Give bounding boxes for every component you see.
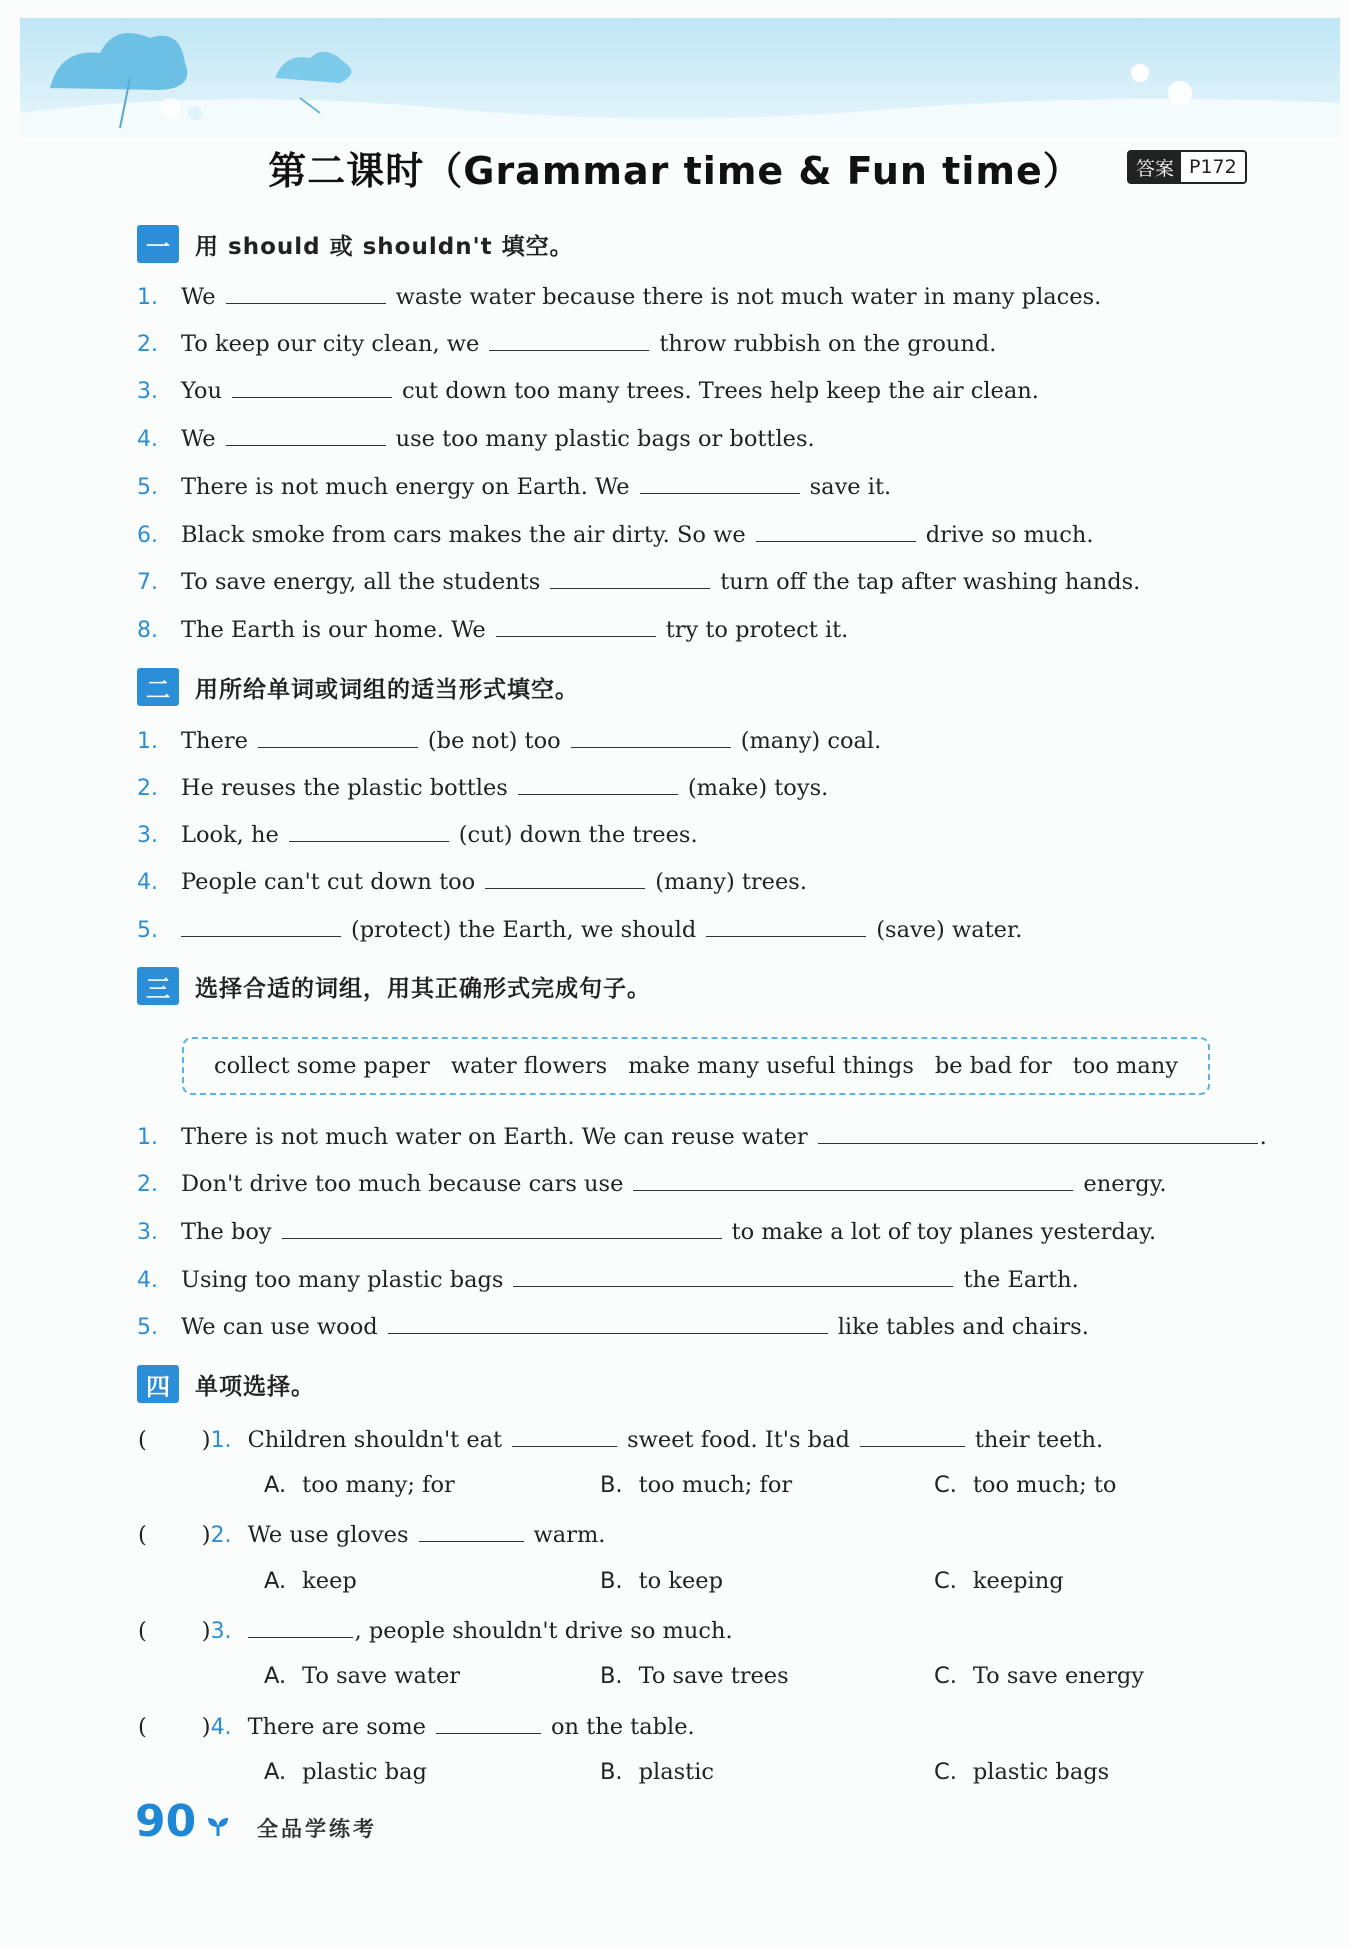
option-text: To save water <box>302 1663 461 1689</box>
item-text: (save) water. <box>876 917 1023 943</box>
item-text: The Earth is our home. We <box>181 617 486 643</box>
s2-item-2 <box>137 772 828 804</box>
option-letter: A. <box>264 1472 287 1498</box>
question-number: 1. <box>210 1428 232 1453</box>
item-text: Using too many plastic bags <box>181 1267 504 1293</box>
option-text: plastic bag <box>302 1759 427 1785</box>
item-number: 1. <box>137 1125 158 1150</box>
item-text: (many) coal. <box>740 728 882 754</box>
item-text: People can't cut down too <box>181 869 476 895</box>
answer-paren-close: ) <box>201 1714 211 1740</box>
page-title: 第二课时（Grammar time & Fun time） <box>268 149 1082 193</box>
phrase-option: too many <box>1072 1053 1178 1079</box>
item-number: 4. <box>137 427 158 452</box>
answer-paren-close: ) <box>201 1427 211 1453</box>
option-letter: C. <box>934 1472 957 1498</box>
item-text: to make a lot of toy planes yesterday. <box>731 1219 1157 1245</box>
answer-page: P172 <box>1181 152 1245 182</box>
option-text: too much; to <box>972 1472 1117 1498</box>
question-text: warm. <box>533 1522 606 1548</box>
item-text: Look, he <box>181 822 279 848</box>
answer-blank[interactable] <box>226 281 386 304</box>
item-number: 7. <box>137 570 158 595</box>
item-text: We <box>181 284 216 310</box>
answer-blank[interactable] <box>388 1311 828 1334</box>
item-text: We <box>181 426 216 452</box>
answer-paren-open[interactable]: ( <box>138 1427 147 1453</box>
page-number: 90 <box>135 1796 197 1847</box>
item-text: . <box>1259 1124 1267 1150</box>
item-text: cut down too many trees. Trees help keep the air clean. <box>401 378 1039 404</box>
s1-item-4 <box>137 423 815 455</box>
section-2-header <box>137 668 579 706</box>
answer-blank[interactable] <box>818 1121 1258 1144</box>
q1-option-c[interactable] <box>934 1472 1116 1498</box>
section-3-header <box>137 967 651 1005</box>
answer-blank[interactable] <box>756 519 916 542</box>
answer-blank <box>436 1711 541 1734</box>
book-name: 全品学练考 <box>257 1817 377 1841</box>
answer-blank[interactable] <box>489 328 649 351</box>
answer-blank[interactable] <box>640 471 800 494</box>
option-text: keeping <box>972 1568 1064 1594</box>
item-number: 3. <box>137 823 158 848</box>
item-text: Black smoke from cars makes the air dirty. So we <box>181 522 746 548</box>
mc-question-2 <box>138 1519 605 1551</box>
item-text: waste water because there is not much water in many places. <box>395 284 1102 310</box>
item-number: 5. <box>137 1315 158 1340</box>
item-text: throw rubbish on the ground. <box>659 331 997 357</box>
item-text: He reuses the plastic bottles <box>181 775 508 801</box>
answer-blank[interactable] <box>181 914 341 937</box>
item-text: To keep our city clean, we <box>181 331 480 357</box>
q2-option-a[interactable] <box>264 1568 357 1594</box>
answer-reference-tag <box>1127 150 1247 184</box>
option-letter: B. <box>600 1663 623 1689</box>
item-text: try to protect it. <box>665 617 849 643</box>
item-number: 8. <box>137 618 158 643</box>
phrase-option: water flowers <box>450 1053 608 1079</box>
item-number: 1. <box>137 285 158 310</box>
answer-blank[interactable] <box>226 423 386 446</box>
item-text: (protect) the Earth, we should <box>351 917 697 943</box>
item-text: (make) toys. <box>687 775 829 801</box>
phrase-option: be bad for <box>934 1053 1052 1079</box>
s1-item-1 <box>137 281 1101 313</box>
question-text: on the table. <box>550 1714 695 1740</box>
option-text: too many; for <box>302 1472 455 1498</box>
q2-option-c[interactable] <box>934 1568 1064 1594</box>
answer-blank <box>512 1424 617 1447</box>
section-1-header <box>137 225 574 263</box>
section-1-instruction: 用 should 或 shouldn't 填空。 <box>195 233 574 260</box>
item-number: 4. <box>137 1268 158 1293</box>
item-text: the Earth. <box>963 1267 1079 1293</box>
phrase-option: make many useful things <box>628 1053 914 1079</box>
q4-option-b[interactable] <box>600 1759 714 1785</box>
s3-item-4 <box>137 1264 1079 1296</box>
answer-blank[interactable] <box>633 1168 1073 1191</box>
option-letter: B. <box>600 1759 623 1785</box>
option-letter: A. <box>264 1568 287 1594</box>
answer-blank[interactable] <box>485 866 645 889</box>
question-text: sweet food. It's bad <box>627 1427 850 1453</box>
question-number: 2. <box>210 1523 232 1548</box>
option-letter: A. <box>264 1759 287 1785</box>
question-text: , people shouldn't drive so much. <box>354 1618 733 1644</box>
option-letter: B. <box>600 1568 623 1594</box>
option-text: keep <box>302 1568 357 1594</box>
answer-blank <box>419 1519 524 1542</box>
sky-illustration <box>20 18 1340 138</box>
answer-paren-close: ) <box>201 1522 211 1548</box>
item-text: (be not) too <box>427 728 561 754</box>
answer-blank[interactable] <box>550 566 710 589</box>
mc-question-4 <box>138 1711 695 1743</box>
section-4-instruction: 单项选择。 <box>195 1373 315 1400</box>
item-text: There is not much energy on Earth. We <box>181 474 630 500</box>
q3-option-a[interactable] <box>264 1663 460 1689</box>
section-3-instruction: 选择合适的词组，用其正确形式完成句子。 <box>195 975 651 1002</box>
phrase-option: collect some paper <box>214 1053 430 1079</box>
q2-option-b[interactable] <box>600 1568 723 1594</box>
answer-blank[interactable] <box>232 375 392 398</box>
question-text: There are some <box>247 1714 426 1740</box>
s2-item-5 <box>137 914 1022 946</box>
answer-blank[interactable] <box>706 914 866 937</box>
option-letter: C. <box>934 1759 957 1785</box>
item-number: 3. <box>137 1220 158 1245</box>
question-number: 4. <box>210 1715 232 1740</box>
option-text: too much; for <box>638 1472 793 1498</box>
question-text: their teeth. <box>974 1427 1104 1453</box>
answer-paren-open[interactable]: ( <box>138 1618 147 1644</box>
section-2-instruction: 用所给单词或词组的适当形式填空。 <box>195 676 579 703</box>
option-letter: A. <box>264 1663 287 1689</box>
s3-item-3 <box>137 1216 1156 1248</box>
answer-blank <box>248 1615 353 1638</box>
option-text: plastic <box>638 1759 714 1785</box>
mc-question-1 <box>138 1424 1103 1456</box>
s3-item-1 <box>137 1121 1267 1153</box>
sprout-icon <box>206 1815 230 1841</box>
item-text: There is not much water on Earth. We can reuse water <box>181 1124 808 1150</box>
answer-blank[interactable] <box>518 772 678 795</box>
s1-item-6 <box>137 519 1094 551</box>
item-text: The boy <box>181 1219 272 1245</box>
section-2-badge: 二 <box>137 668 179 706</box>
answer-label: 答案 <box>1129 152 1181 182</box>
s1-item-8 <box>137 614 848 646</box>
item-number: 2. <box>137 332 158 357</box>
question-text: We use gloves <box>247 1522 409 1548</box>
item-text: (many) trees. <box>655 869 808 895</box>
item-text: energy. <box>1083 1171 1167 1197</box>
s3-item-2 <box>137 1168 1167 1200</box>
item-text: (cut) down the trees. <box>458 822 698 848</box>
item-text: save it. <box>809 474 892 500</box>
item-text: Don't drive too much because cars use <box>181 1171 624 1197</box>
item-number: 4. <box>137 870 158 895</box>
s2-item-3 <box>137 819 698 851</box>
option-text: to keep <box>638 1568 724 1594</box>
q1-option-a[interactable] <box>264 1472 455 1498</box>
mc-question-3 <box>138 1615 733 1647</box>
answer-blank[interactable] <box>282 1216 722 1239</box>
option-text: To save trees <box>638 1663 789 1689</box>
item-text: To save energy, all the students <box>181 569 541 595</box>
item-number: 2. <box>137 1172 158 1197</box>
answer-paren-open[interactable]: ( <box>138 1522 147 1548</box>
option-letter: C. <box>934 1568 957 1594</box>
s3-item-5 <box>137 1311 1089 1343</box>
item-text: We can use wood <box>181 1314 378 1340</box>
item-text: drive so much. <box>925 522 1094 548</box>
s1-item-2 <box>137 328 996 360</box>
option-text: To save energy <box>972 1663 1144 1689</box>
item-text: There <box>181 728 248 754</box>
section-1-badge: 一 <box>137 225 179 263</box>
item-number: 5. <box>137 918 158 943</box>
item-text: like tables and chairs. <box>837 1314 1089 1340</box>
option-letter: B. <box>600 1472 623 1498</box>
answer-blank[interactable] <box>513 1264 953 1287</box>
s1-item-3 <box>137 375 1039 407</box>
item-text: You <box>181 378 222 404</box>
option-text: plastic bags <box>972 1759 1110 1785</box>
item-number: 2. <box>137 776 158 801</box>
option-letter: C. <box>934 1663 957 1689</box>
section-4-badge: 四 <box>137 1365 179 1403</box>
section-3-badge: 三 <box>137 967 179 1005</box>
s2-item-1 <box>137 725 881 757</box>
answer-paren-close: ) <box>201 1618 211 1644</box>
answer-paren-open[interactable]: ( <box>138 1714 147 1740</box>
q3-option-c[interactable] <box>934 1663 1144 1689</box>
answer-blank <box>860 1424 965 1447</box>
item-text: turn off the tap after washing hands. <box>720 569 1141 595</box>
q4-option-c[interactable] <box>934 1759 1109 1785</box>
s1-item-7 <box>137 566 1140 598</box>
item-number: 6. <box>137 523 158 548</box>
q3-option-b[interactable] <box>600 1663 789 1689</box>
section-4-header <box>137 1365 315 1403</box>
question-number: 3. <box>210 1619 232 1644</box>
item-number: 3. <box>137 379 158 404</box>
answer-blank[interactable] <box>289 819 449 842</box>
header-banner <box>20 18 1340 138</box>
q1-option-b[interactable] <box>600 1472 792 1498</box>
item-number: 1. <box>137 729 158 754</box>
question-text: Children shouldn't eat <box>247 1427 503 1453</box>
item-number: 5. <box>137 475 158 500</box>
answer-blank[interactable] <box>258 725 418 748</box>
phrase-bank <box>182 1037 1210 1095</box>
s1-item-5 <box>137 471 891 503</box>
answer-blank[interactable] <box>571 725 731 748</box>
s2-item-4 <box>137 866 807 898</box>
item-text: use too many plastic bags or bottles. <box>395 426 815 452</box>
answer-blank[interactable] <box>496 614 656 637</box>
q4-option-a[interactable] <box>264 1759 427 1785</box>
